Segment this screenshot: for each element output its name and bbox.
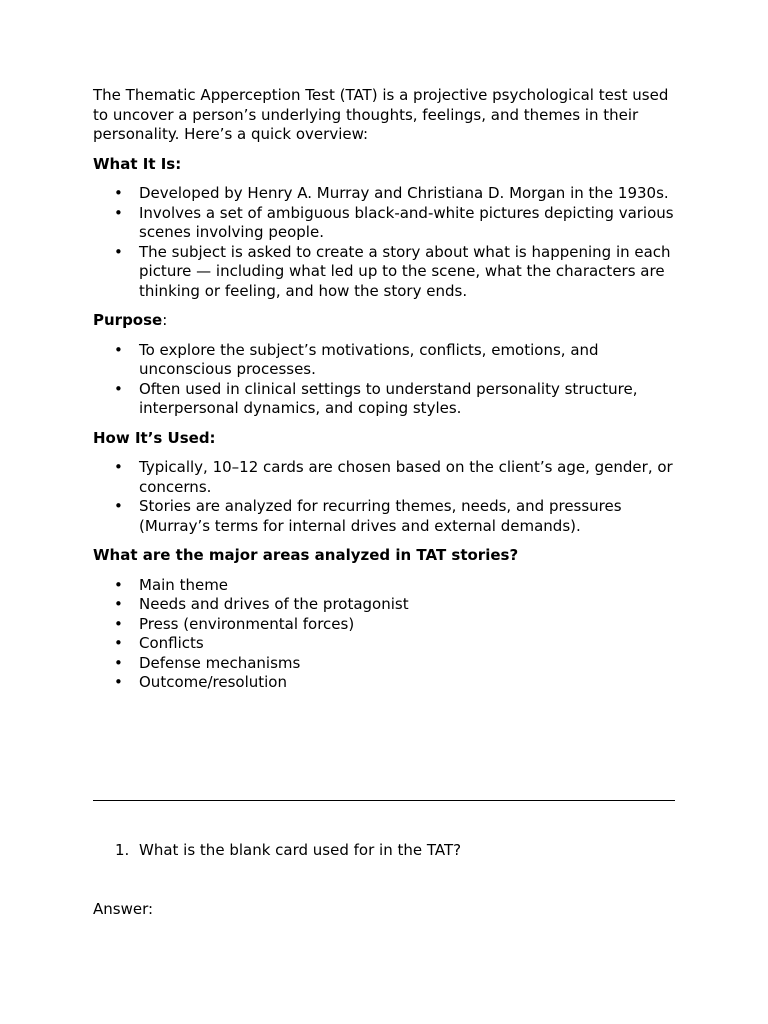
list-item: • Involves a set of ambiguous black-and-white pictures depicting various scenes involving people. xyxy=(114,203,674,241)
list-item: • Stories are analyzed for recurring themes, needs, and pressures (Murray’s terms for internal drives and external demands). xyxy=(114,497,622,535)
section-heading-purpose: Purpose: xyxy=(93,311,168,329)
list-item: • Outcome/resolution xyxy=(114,673,287,691)
bullet-icon: • xyxy=(114,614,123,633)
bullet-icon: • xyxy=(114,673,123,691)
bullet-icon: • xyxy=(114,634,123,652)
bullet-icon: • xyxy=(114,595,123,613)
list-item: • Conflicts xyxy=(114,634,204,652)
horizontal-divider xyxy=(93,800,675,801)
bullet-icon: • xyxy=(114,340,123,359)
list-item: • Main theme xyxy=(114,575,229,594)
list-item: • Often used in clinical settings to understand personality structure, interpersonal dynamics, and coping styles. xyxy=(114,379,638,417)
bullet-icon: • xyxy=(114,653,123,672)
list-purpose xyxy=(93,341,675,419)
bullet-icon: • xyxy=(114,184,123,202)
intro-paragraph: The Thematic Apperception Test (TAT) is a projective psychological test used to uncover a person’s underlying thoughts, feelings, and themes in their personality. Here’s a quick overview: xyxy=(93,86,669,143)
list-item: • Developed by Henry A. Murray and Christiana D. Morgan in the 1930s. xyxy=(114,184,669,202)
list-what-it-is xyxy=(93,184,675,301)
list-item: • Needs and drives of the protagonist xyxy=(114,595,409,613)
list-item: • The subject is asked to create a story about what is happening in each picture — including what led up to the scene, what the characters are thinking or feeling, and how the story ends. xyxy=(114,242,671,300)
list-item: • To explore the subject’s motivations, conflicts, emotions, and unconscious processes. xyxy=(114,340,599,378)
list-major-areas xyxy=(93,576,675,693)
question-number: 1. xyxy=(115,841,130,859)
bullet-icon: • xyxy=(114,497,123,515)
bullet-icon: • xyxy=(114,242,123,261)
list-how-its-used xyxy=(93,458,675,536)
section-heading-major-areas: What are the major areas analyzed in TAT stories? xyxy=(93,546,519,564)
section-heading-what-it-is: What It Is: xyxy=(93,154,182,173)
numbered-question xyxy=(93,841,675,861)
bullet-icon: • xyxy=(114,379,123,398)
list-item: • Press (environmental forces) xyxy=(114,614,355,633)
bullet-icon: • xyxy=(114,575,123,594)
answer-label: Answer: xyxy=(93,900,154,918)
document-body xyxy=(93,86,675,703)
question-text: What is the blank card used for in the TAT? xyxy=(139,841,462,859)
list-item: • Typically, 10–12 cards are chosen based on the client’s age, gender, or concerns. xyxy=(114,458,673,496)
bullet-icon: • xyxy=(114,458,123,476)
bullet-icon: • xyxy=(114,203,123,222)
section-heading-how-its-used: How It’s Used: xyxy=(93,428,216,447)
list-item: • Defense mechanisms xyxy=(114,653,301,672)
